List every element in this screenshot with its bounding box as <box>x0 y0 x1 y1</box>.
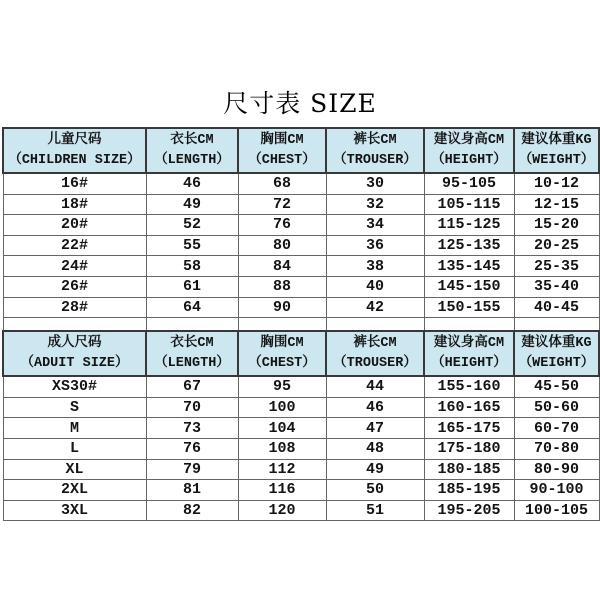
column-header: 裤长CM （TROUSER） <box>326 331 424 376</box>
table-row <box>3 418 599 439</box>
table-cell: 72 <box>238 194 326 215</box>
column-header: 裤长CM （TROUSER） <box>326 128 424 173</box>
table-cell: 26# <box>3 276 146 297</box>
table-cell: 36 <box>326 235 424 256</box>
table-cell: 88 <box>238 276 326 297</box>
table-cell: 49 <box>146 194 238 215</box>
table-cell: 18# <box>3 194 146 215</box>
table-cell: 51 <box>326 500 424 521</box>
table-cell: 155-160 <box>424 376 514 397</box>
adult-header-row <box>3 331 599 376</box>
table-cell: 135-145 <box>424 256 514 277</box>
table-cell: 125-135 <box>424 235 514 256</box>
table-row <box>3 235 599 256</box>
table-cell: 90-100 <box>514 480 599 501</box>
table-cell: 80 <box>238 235 326 256</box>
table-cell: 40-45 <box>514 297 599 318</box>
column-header: 儿童尺码 （CHILDREN SIZE） <box>3 128 146 173</box>
table-row <box>3 276 599 297</box>
table-cell: 38 <box>326 256 424 277</box>
column-header: 建议身高CM （HEIGHT） <box>424 128 514 173</box>
children-header <box>3 128 599 173</box>
table-cell: 15-20 <box>514 215 599 236</box>
adult-rows <box>3 376 599 521</box>
table-cell: 48 <box>326 438 424 459</box>
table-cell: 34 <box>326 215 424 236</box>
table-cell: 58 <box>146 256 238 277</box>
table-cell: 81 <box>146 480 238 501</box>
table-cell: 115-125 <box>424 215 514 236</box>
table-cell: 12-15 <box>514 194 599 215</box>
table-cell: 68 <box>238 173 326 194</box>
table-cell: 73 <box>146 418 238 439</box>
table-cell: 165-175 <box>424 418 514 439</box>
table-cell: 46 <box>326 397 424 418</box>
column-header: 建议身高CM （HEIGHT） <box>424 331 514 376</box>
table-cell: 100 <box>238 397 326 418</box>
table-cell: 90 <box>238 297 326 318</box>
table-cell: 175-180 <box>424 438 514 459</box>
table-cell: 2XL <box>3 480 146 501</box>
table-cell: 50 <box>326 480 424 501</box>
table-cell: 61 <box>146 276 238 297</box>
table-cell: 79 <box>146 459 238 480</box>
table-cell: 82 <box>146 500 238 521</box>
table-cell: 30 <box>326 173 424 194</box>
table-cell: 70-80 <box>514 438 599 459</box>
table-cell: 10-12 <box>514 173 599 194</box>
table-cell: M <box>3 418 146 439</box>
column-header: 衣长CM （LENGTH） <box>146 331 238 376</box>
table-gap <box>3 318 599 332</box>
table-row <box>3 215 599 236</box>
table-cell: 76 <box>146 438 238 459</box>
table-row <box>3 297 599 318</box>
table-cell: S <box>3 397 146 418</box>
table-cell: 55 <box>146 235 238 256</box>
table-cell: 100-105 <box>514 500 599 521</box>
table-row <box>3 173 599 194</box>
table-cell: 46 <box>146 173 238 194</box>
table-cell: 108 <box>238 438 326 459</box>
table-cell: 40 <box>326 276 424 297</box>
table-cell: 20-25 <box>514 235 599 256</box>
table-cell: 3XL <box>3 500 146 521</box>
table-cell: 35-40 <box>514 276 599 297</box>
table-cell: 70 <box>146 397 238 418</box>
column-header: 胸围CM （CHEST） <box>238 128 326 173</box>
table-row <box>3 376 599 397</box>
table-cell: 16# <box>3 173 146 194</box>
table-cell: 112 <box>238 459 326 480</box>
table-row <box>3 459 599 480</box>
table-cell: 80-90 <box>514 459 599 480</box>
table-cell: 185-195 <box>424 480 514 501</box>
table-cell: XL <box>3 459 146 480</box>
table-cell: 104 <box>238 418 326 439</box>
table-cell: 116 <box>238 480 326 501</box>
table-row <box>3 500 599 521</box>
table-cell: 120 <box>238 500 326 521</box>
spacer-row <box>3 318 599 332</box>
table-cell: 47 <box>326 418 424 439</box>
table-cell: 42 <box>326 297 424 318</box>
table-cell: 24# <box>3 256 146 277</box>
table-cell: 22# <box>3 235 146 256</box>
column-header: 衣长CM （LENGTH） <box>146 128 238 173</box>
table-cell: 60-70 <box>514 418 599 439</box>
table-cell: 150-155 <box>424 297 514 318</box>
table-cell: 50-60 <box>514 397 599 418</box>
table-cell: 84 <box>238 256 326 277</box>
table-cell: 195-205 <box>424 500 514 521</box>
table-cell: L <box>3 438 146 459</box>
column-header: 成人尺码 （ADUIT SIZE） <box>3 331 146 376</box>
table-cell: 95-105 <box>424 173 514 194</box>
table-row <box>3 256 599 277</box>
table-cell: 49 <box>326 459 424 480</box>
table-cell: 52 <box>146 215 238 236</box>
table-cell: 20# <box>3 215 146 236</box>
table-cell: 32 <box>326 194 424 215</box>
table-cell: 67 <box>146 376 238 397</box>
column-header: 胸围CM （CHEST） <box>238 331 326 376</box>
column-header: 建议体重KG （WEIGHT） <box>514 331 599 376</box>
adult-header <box>3 331 599 376</box>
table-row <box>3 480 599 501</box>
children-header-row <box>3 128 599 173</box>
table-cell: XS30# <box>3 376 146 397</box>
table-cell: 76 <box>238 215 326 236</box>
table-row <box>3 438 599 459</box>
table-cell: 44 <box>326 376 424 397</box>
table-cell: 28# <box>3 297 146 318</box>
page-title: 尺寸表 SIZE <box>223 89 377 118</box>
table-cell: 25-35 <box>514 256 599 277</box>
table-cell: 145-150 <box>424 276 514 297</box>
table-cell: 160-165 <box>424 397 514 418</box>
column-header: 建议体重KG （WEIGHT） <box>514 128 599 173</box>
table-row <box>3 397 599 418</box>
table-cell: 45-50 <box>514 376 599 397</box>
table-cell: 95 <box>238 376 326 397</box>
table-cell: 64 <box>146 297 238 318</box>
table-cell: 180-185 <box>424 459 514 480</box>
table-row <box>3 194 599 215</box>
table-cell: 105-115 <box>424 194 514 215</box>
children-rows <box>3 173 599 318</box>
size-table <box>2 127 600 521</box>
